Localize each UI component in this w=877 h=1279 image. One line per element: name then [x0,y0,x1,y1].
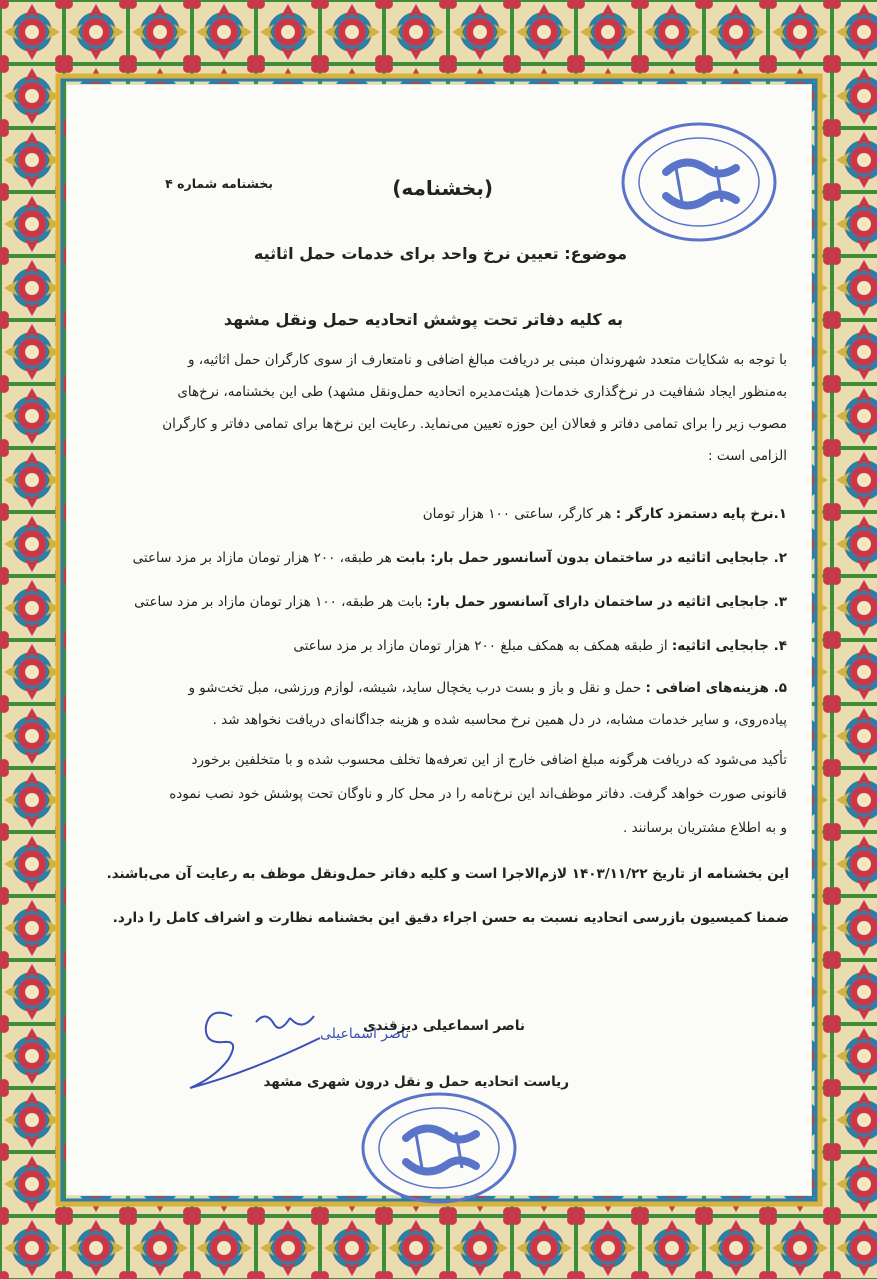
list-item [133,550,787,566]
bottom-stamp-icon [356,1088,522,1206]
commission-line: ضمنا کمیسیون بازرسی اتحادیه نسبت به حسن اجراء دقیق این بخشنامه نظارت و اشراف کامل را دارد. [112,910,789,926]
item-3-head: ۳. جابجایی اثاثیه در ساختمان دارای آسانسور حمل بار: [426,594,787,610]
effective-date-line: این بخشنامه از تاریخ ۱۴۰۳/۱۱/۲۲ لازم‌الاجرا است و کلیه دفاتر حمل‌ونقل موظف به رعایت آن می‌باشند. [106,866,789,882]
item-4-head: ۴. جابجایی اثاثیه: [671,638,787,654]
item-5-text: حمل و نقل و باز و بست درب یخچال ساید، شیشه، لوازم ورزشی، مبل تخت‌شو و [188,680,646,696]
item-1-text: هر کارگر، ساعتی ۱۰۰ هزار تومان [422,506,616,522]
item-2-head: ۲. جابجایی اثاثیه در ساختمان بدون آسانسور حمل بار: بابت [396,550,787,566]
item-3-text: بابت هر طبقه، ۱۰۰ هزار تومان مازاد بر مزد ساعتی [134,594,427,610]
item-1-head: ۱.نرخ پایه دستمزد کارگر : [615,506,787,522]
list-item [134,594,787,610]
addressee-line: به کلیه دفاتر تحت پوشش اتحادیه حمل ونقل مشهد [223,310,623,329]
item-2-text: هر طبقه، ۲۰۰ هزار تومان مازاد بر مزد ساعتی [132,550,397,566]
top-stamp-icon [616,118,782,246]
list-item [293,638,787,654]
item-5-head: ۵. هزینه‌های اضافی : [645,680,787,696]
item-5-continuation: پیاده‌روی، و سایر خدمات مشابه، در دل همین نرخ محاسبه شده و هزینه جداگانه‌ای دریافت نخواهد شد . [212,712,787,728]
signature-handwriting: ناصر اسماعیلی [320,1026,410,1042]
page-title: (بخشنامه) [392,176,493,200]
notice-line-2: قانونی صورت خواهد گرفت. دفاتر موظف‌اند این نرخ‌نامه را در محل کار و ناوگان تحت پوشش خود نصب نموده [169,786,787,802]
intro-line-3: مصوب زیر را برای تمامی دفاتر و فعالان این حوزه تعیین می‌نماید. رعایت این نرخ‌ها برای تمامی دفاتر و کارگران [162,416,787,432]
list-item [188,680,787,696]
signer-name: ناصر اسماعیلی دیزقندی [363,1018,525,1034]
subject-line: موضوع: تعیین نرخ واحد برای خدمات حمل اثاثیه [253,244,627,263]
intro-line-4: الزامی است : [708,448,787,464]
signer-title: ریاست اتحادیه حمل و نقل درون شهری مشهد [263,1074,569,1090]
circular-number: بخشنامه شماره ۴ [165,176,273,191]
intro-line-1: با توجه به شکایات متعدد شهروندان مبنی بر دریافت مبالغ اضافی و نامتعارف از سوی کارگران حمل اثاثیه، و [187,352,787,368]
item-4-text: از طبقه همکف به همکف مبلغ ۲۰۰ هزار تومان مازاد بر مزد ساعتی [293,638,672,654]
notice-line-3: و به اطلاع مشتریان برسانند . [623,820,787,836]
intro-line-2: به‌منظور ایجاد شفافیت در نرخ‌گذاری خدمات( هیئت‌مدیره اتحادیه حمل‌ونقل مشهد) طی این بخشنامه، نرخ‌های [177,384,787,400]
list-item [423,506,787,522]
notice-line-1: تأکید می‌شود که دریافت هرگونه مبلغ اضافی خارج از این تعرفه‌ها تخلف محسوب شده و با متخلفین برخورد [191,752,787,768]
